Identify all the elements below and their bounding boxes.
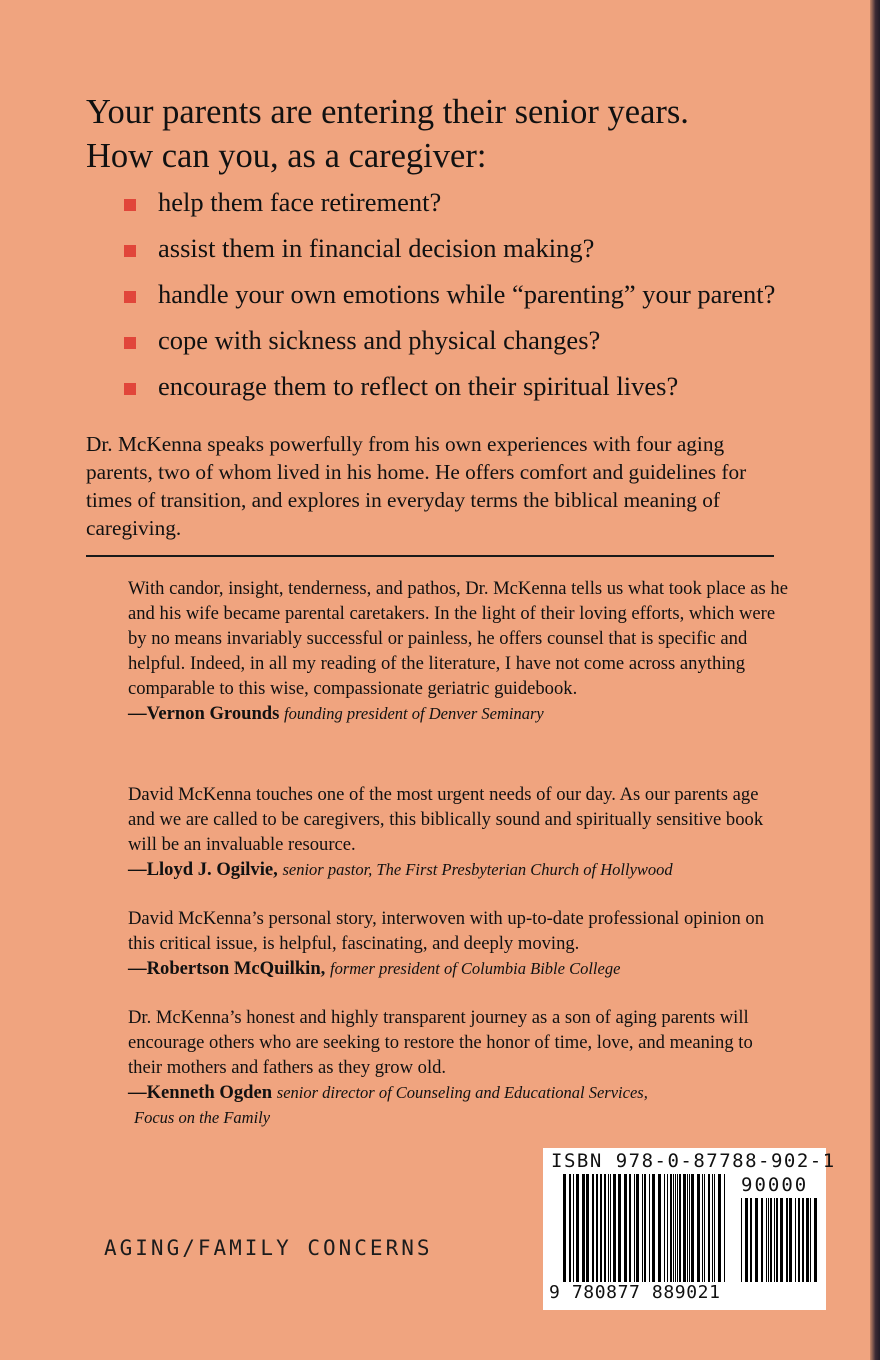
barcode-bar <box>652 1174 655 1282</box>
list-item-text: assist them in financial decision making? <box>158 233 595 263</box>
barcode-bar <box>798 1198 800 1282</box>
barcode-bar <box>776 1198 778 1282</box>
barcode-bar <box>810 1198 811 1282</box>
ean-digits: 9 780877 889021 <box>549 1282 721 1303</box>
barcode-bar <box>677 1174 678 1282</box>
list-item <box>124 276 804 312</box>
barcode-bar <box>786 1198 788 1282</box>
endorsement-text: David McKenna touches one of the most urgent needs of our day. As our parents age and we are called to be caregivers, this biblically sound and spiritually sensitive book will be an invaluable resource. <box>128 784 764 855</box>
endorsement-attribution <box>128 1080 788 1130</box>
ean-bars <box>563 1174 725 1282</box>
barcode-bar <box>745 1198 748 1282</box>
heading-line-2: How can you, as a caregiver: <box>86 137 487 175</box>
endorser-name: —Vernon Grounds <box>128 703 280 724</box>
cover-edge-strip <box>870 0 880 1360</box>
barcode-bar <box>683 1174 686 1282</box>
barcode-bar <box>761 1198 763 1282</box>
square-bullet-icon <box>124 291 136 303</box>
endorser-name: —Robertson McQuilkin, <box>128 958 326 979</box>
barcode-bar <box>702 1174 703 1282</box>
barcode-bar <box>573 1174 574 1282</box>
endorser-title: senior director of Counseling and Educational Services, <box>276 1083 648 1102</box>
barcode-bar <box>636 1174 639 1282</box>
barcode-bar <box>724 1174 725 1282</box>
barcode-bar <box>795 1198 796 1282</box>
endorsement-text: David McKenna’s personal story, interwoven with up-to-date professional opinion on this critical issue, is helpful, fascinating, and deeply moving. <box>128 908 765 954</box>
barcode-bar <box>806 1198 809 1282</box>
barcode-bar <box>774 1198 775 1282</box>
barcode-bar <box>814 1198 817 1282</box>
barcode-bar <box>576 1174 579 1282</box>
barcode-bar <box>679 1174 681 1282</box>
barcode-bar <box>569 1174 571 1282</box>
barcode-bar <box>664 1174 665 1282</box>
divider <box>86 555 774 557</box>
barcode-bar <box>770 1198 772 1282</box>
barcode-bar <box>697 1174 700 1282</box>
addon-bars <box>741 1198 817 1282</box>
barcode-bar <box>675 1174 676 1282</box>
heading <box>86 90 806 178</box>
price-code: 90000 <box>741 1174 809 1196</box>
barcode-bar <box>582 1174 585 1282</box>
barcode-bar <box>780 1198 783 1282</box>
isbn-barcode-panel <box>543 1148 836 1310</box>
list-item-text: help them face retirement? <box>158 187 442 217</box>
barcode-bar <box>649 1174 650 1282</box>
endorsement-mcquilkin <box>128 906 788 981</box>
endorsement-text: With candor, insight, tenderness, and pathos, Dr. McKenna tells us what took place as he and his wife became parental caretakers. In the light of their loving efforts, which were by no means invariably successful or painless, he offers counsel that is specific and helpful. Indeed, in all my reading of the literature, I have not come across anything comparable to this wise, compassionate geriatric guidebook. <box>128 578 788 699</box>
barcode-bar <box>766 1198 767 1282</box>
barcode-bar <box>613 1174 616 1282</box>
endorser-title: senior pastor, The First Presbyterian Church of Hollywood <box>282 860 673 879</box>
barcode-bar <box>604 1174 606 1282</box>
list-item <box>124 368 804 404</box>
book-description: Dr. McKenna speaks powerfully from his own experiences with four aging parents, two of whom lived in his home. He offers comfort and guidelines for times of transition, and explores in everyday terms the biblical meaning of caregiving. <box>86 432 747 540</box>
endorsement-text: Dr. McKenna’s honest and highly transparent journey as a son of aging parents will encourage others who are seeking to restore the honor of time, love, and meaning to their mothers and fathers as they grow old. <box>128 1007 753 1078</box>
barcode-bar <box>642 1174 643 1282</box>
barcode-bar <box>563 1174 566 1282</box>
barcode-bar <box>670 1174 672 1282</box>
endorser-name: —Kenneth Ogden <box>128 1082 273 1103</box>
endorsement-grounds <box>128 576 788 726</box>
square-bullet-icon <box>124 383 136 395</box>
endorsement-ogilvie <box>128 782 788 882</box>
barcode-bar <box>634 1174 635 1282</box>
list-item-text: cope with sickness and physical changes? <box>158 325 601 355</box>
barcode-bar <box>644 1174 646 1282</box>
endorser-title-line-2: Focus on the Family <box>134 1108 271 1127</box>
square-bullet-icon <box>124 245 136 257</box>
barcode-bar <box>714 1174 715 1282</box>
endorser-title: founding president of Denver Seminary <box>284 704 544 723</box>
barcode-bar <box>691 1174 694 1282</box>
barcode-bar <box>624 1174 627 1282</box>
barcode-bar <box>592 1174 594 1282</box>
heading-line-1: Your parents are entering their senior years. <box>86 93 689 131</box>
barcode-bar <box>687 1174 688 1282</box>
barcode-bar <box>618 1174 621 1282</box>
list-item <box>124 184 804 220</box>
square-bullet-icon <box>124 199 136 211</box>
endorser-title: former president of Columbia Bible College <box>329 959 621 978</box>
barcode-bar <box>750 1198 752 1282</box>
barcode-bar <box>708 1174 710 1282</box>
barcode-bar <box>789 1198 792 1282</box>
isbn-label: ISBN 978-0-87788-902-1 <box>551 1150 836 1172</box>
barcode-bar <box>689 1174 690 1282</box>
barcode-bar <box>596 1174 598 1282</box>
endorsement-attribution <box>128 701 788 726</box>
barcode-bar <box>712 1174 713 1282</box>
barcode-bar <box>802 1198 804 1282</box>
barcode-bar <box>673 1174 674 1282</box>
category-label: AGING/FAMILY CONCERNS <box>104 1236 433 1260</box>
barcode-bar <box>586 1174 589 1282</box>
barcode-bar <box>610 1174 611 1282</box>
question-list <box>124 184 804 414</box>
list-item-text: encourage them to reflect on their spiritual lives? <box>158 371 679 401</box>
endorsement-attribution <box>128 857 788 882</box>
list-item <box>124 322 804 358</box>
square-bullet-icon <box>124 337 136 349</box>
endorser-name: —Lloyd J. Ogilvie, <box>128 859 278 880</box>
barcode-bar <box>718 1174 721 1282</box>
barcode-bar <box>741 1198 742 1282</box>
list-item-text: handle your own emotions while “parenting” your parent? <box>158 279 776 309</box>
barcode-bar <box>768 1198 769 1282</box>
barcode-bar <box>600 1174 602 1282</box>
barcode-bar <box>629 1174 631 1282</box>
barcode-bar <box>608 1174 609 1282</box>
barcode-bar <box>667 1174 668 1282</box>
endorsement-ogden <box>128 1005 788 1130</box>
barcode-bar <box>658 1174 661 1282</box>
barcode-bar <box>755 1198 758 1282</box>
list-item <box>124 230 804 266</box>
barcode-bar <box>704 1174 705 1282</box>
endorsement-attribution <box>128 956 788 981</box>
